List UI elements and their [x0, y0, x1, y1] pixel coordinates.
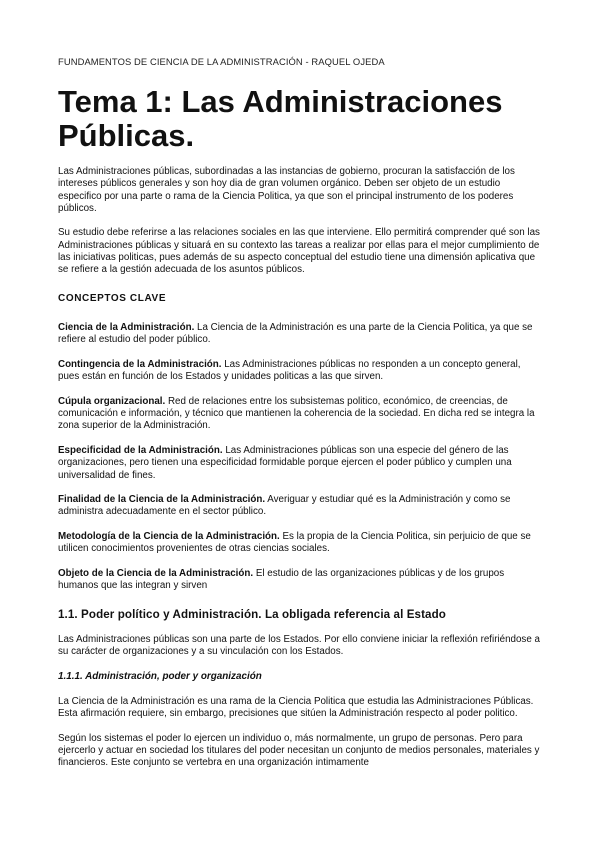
concepts-heading: CONCEPTOS CLAVE: [58, 292, 167, 304]
intro-paragraph-1: Las Administraciones públicas, subordinadas a las instancias de gobierno, procuran la satisfacción de los intereses públicos generales y son hoy dia de gran volumen orgánico. Deben ser objeto de un estudio especifico por una parte o rama de la Ciencia Politica, ya que son el principal instrumento de los poderes públicos.: [58, 166, 515, 214]
concept-item: [58, 359, 543, 384]
concept-term: Cúpula organizacional.: [58, 395, 166, 407]
subsection-heading: 1.1.1. Administración, poder y organización: [58, 670, 262, 682]
concept-item: [58, 531, 543, 556]
concept-text: La Ciencia de la Administración es una parte de la Ciencia Politica, ya que se refiere al estudio del poder público.: [58, 321, 533, 346]
concept-term: Especificidad de la Administración.: [58, 444, 223, 456]
concept-term: Contingencia de la Administración.: [58, 358, 222, 370]
concept-text: Las Administraciones públicas no responden a un concepto general, pues están en función de los Estados y unidades politicas a las que sirven.: [58, 358, 521, 383]
concept-term: Ciencia de la Administración.: [58, 321, 195, 333]
concept-text: Las Administraciones públicas son una especie del género de las organizaciones, pero tienen una especificidad formidable porque ejercen el poder público y cumplen una universalidad de fines.: [58, 444, 512, 481]
concept-item: [58, 494, 543, 519]
page-title: Tema 1: Las Administraciones Públicas.: [58, 84, 503, 153]
concept-text: Es la propia de la Ciencia Politica, sin perjuicio de que se utilicen conocimientos provenientes de otras ciencias sociales.: [58, 531, 531, 555]
subsection-paragraph-1: La Ciencia de la Administración es una rama de la Ciencia Politica que estudia las Administraciones Públicas. Esta afirmación requiere, sin embargo, precisiones que sitúen la Administración respecto al poder politico.: [58, 695, 534, 720]
concept-text: Averiguar y estudiar qué es la Administración y como se administra adecuadamente en el sector público.: [58, 494, 511, 518]
concept-term: Finalidad de la Ciencia de la Administración.: [58, 494, 266, 506]
section-paragraph: Las Administraciones públicas son una parte de los Estados. Por ello conviene iniciar la reflexión refiriéndose a su carácter de organizaciones y a su vinculación con los Estados.: [58, 633, 540, 658]
concept-term: Metodología de la Ciencia de la Administración.: [58, 531, 280, 543]
running-header: FUNDAMENTOS DE CIENCIA DE LA ADMINISTRACIÓN - RAQUEL OJEDA: [58, 56, 385, 67]
concept-item: [58, 396, 543, 433]
document-body: [58, 166, 543, 782]
subsection-paragraph-2: Según los sistemas el poder lo ejercen un individuo o, más normalmente, un grupo de personas. Pero para ejercerlo y actuar en sociedad los titulares del poder necesitan un conjunto de medios personales, materiales y financieros. Este conjunto se vertebra en una organización intimamente: [58, 732, 540, 769]
concept-item: [58, 322, 543, 347]
concept-item: [58, 568, 543, 593]
concept-item: [58, 445, 543, 482]
intro-paragraph-2: Su estudio debe referirse a las relaciones sociales en las que interviene. Ello permitirá comprender qué son las Administraciones públicas y situará en su contexto las tareas a realizar por ellas para el mejor cumplimiento de las iniciativas politicas, pues además de su aspecto conceptual del estudio tiene una dimensión aplicativa que se refiere a la gestión adecuada de los asuntos públicos.: [58, 227, 540, 276]
section-heading: 1.1. Poder político y Administración. La obligada referencia al Estado: [58, 607, 446, 621]
concept-text: Red de relaciones entre los subsistemas politico, económico, de creencias, de comunicación e información, y técnico que mantienen la coherencia de la sociedad. En dicha red se integra la zona superior de la Administración.: [58, 395, 535, 432]
concept-text: El estudio de las organizaciones públicas y de los grupos humanos que las integran y sirven: [58, 567, 505, 592]
concept-term: Objeto de la Ciencia de la Administración.: [58, 567, 254, 579]
